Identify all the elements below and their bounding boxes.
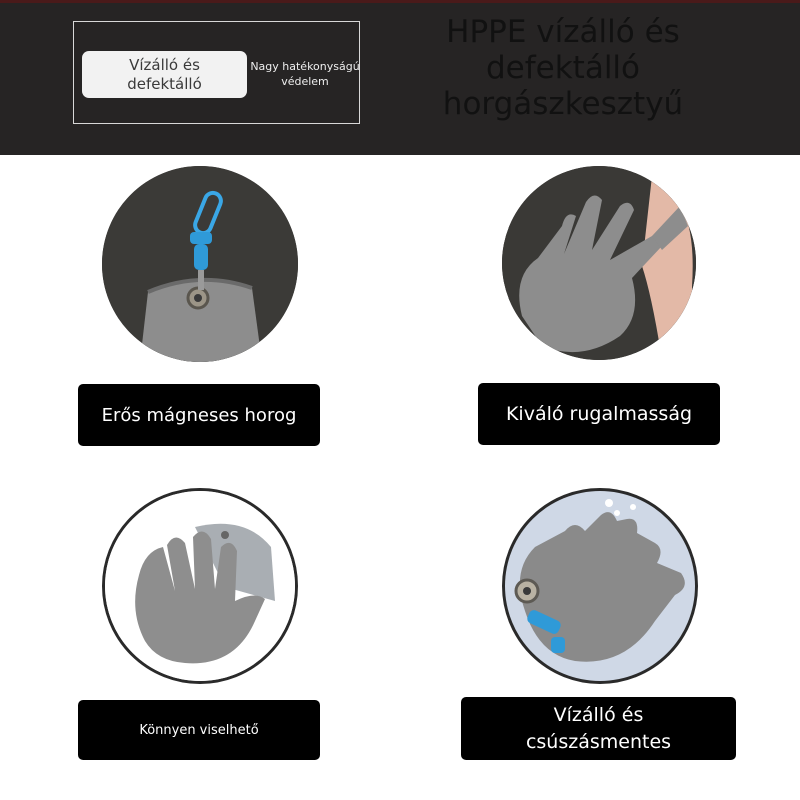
page-title: HPPE vízálló és defektálló horgászkesztyű [442, 14, 684, 122]
feature-label-magnetic-hook: Erős mágneses horog [78, 384, 320, 446]
feature-label-flexibility: Kiváló rugalmasság [478, 383, 720, 445]
feature-label-easy-wear: Könnyen viselhető [78, 700, 320, 760]
glove-stretch-image [502, 166, 696, 360]
glove-back-view-image [102, 488, 298, 684]
badge-note: Nagy hatékonyságú védelem [250, 60, 360, 88]
header-banner [0, 0, 800, 155]
badge-pill: Vízálló és defektálló [82, 51, 247, 98]
glove-wet-palm-image [502, 488, 698, 684]
feature-label-waterproof-nonslip: Vízálló és csúszásmentes [461, 697, 736, 760]
header-accent-line [0, 0, 800, 3]
feature-badge-box [73, 21, 360, 124]
glove-magnetic-hook-image [102, 166, 298, 362]
